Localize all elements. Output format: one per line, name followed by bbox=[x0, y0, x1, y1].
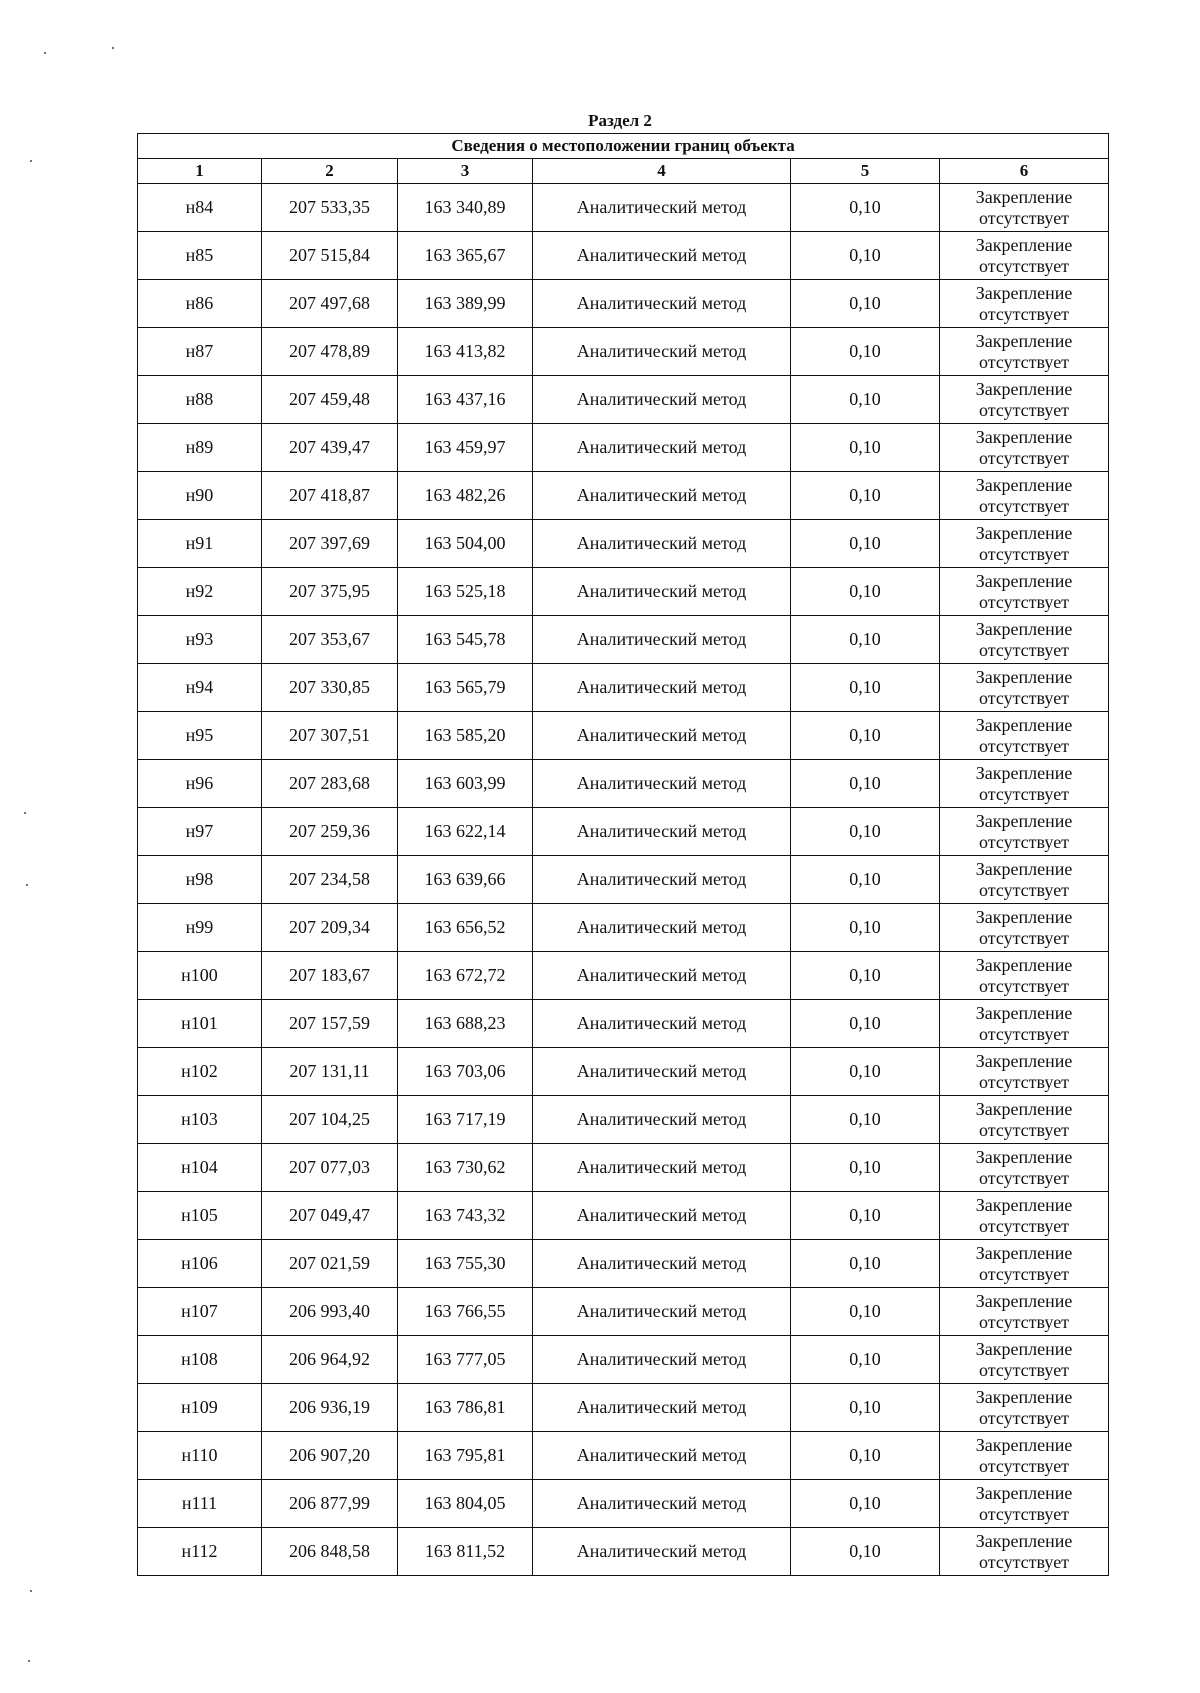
y-coordinate-cell: 163 688,23 bbox=[398, 1000, 533, 1048]
fixing-line-1: Закрепление bbox=[975, 1242, 1073, 1263]
x-coordinate-cell: 207 234,58 bbox=[262, 856, 398, 904]
fixing-cell bbox=[940, 1480, 1109, 1528]
table-row bbox=[138, 1384, 1109, 1432]
fixing-line-1: Закрепление bbox=[975, 522, 1073, 543]
fixing-line-2: отсутствует bbox=[979, 975, 1070, 996]
table-row bbox=[138, 1096, 1109, 1144]
fixing-line-2: отсутствует bbox=[979, 447, 1070, 468]
scan-speck bbox=[30, 160, 32, 162]
x-coordinate-cell: 207 209,34 bbox=[262, 904, 398, 952]
point-cell: н107 bbox=[138, 1288, 262, 1336]
y-coordinate-cell: 163 482,26 bbox=[398, 472, 533, 520]
accuracy-cell: 0,10 bbox=[791, 1240, 940, 1288]
accuracy-cell: 0,10 bbox=[791, 616, 940, 664]
scan-speck bbox=[112, 47, 114, 49]
fixing-cell bbox=[940, 328, 1109, 376]
y-coordinate-cell: 163 459,97 bbox=[398, 424, 533, 472]
accuracy-cell: 0,10 bbox=[791, 472, 940, 520]
fixing-line-1: Закрепление bbox=[975, 1050, 1073, 1071]
y-coordinate-cell: 163 743,32 bbox=[398, 1192, 533, 1240]
point-cell: н94 bbox=[138, 664, 262, 712]
method-cell: Аналитический метод bbox=[533, 328, 791, 376]
x-coordinate-cell: 206 936,19 bbox=[262, 1384, 398, 1432]
x-coordinate-cell: 207 397,69 bbox=[262, 520, 398, 568]
fixing-line-1: Закрепление bbox=[975, 1530, 1073, 1551]
fixing-cell bbox=[940, 1048, 1109, 1096]
fixing-line-2: отсутствует bbox=[979, 1311, 1070, 1332]
fixing-line-2: отсутствует bbox=[979, 831, 1070, 852]
method-cell: Аналитический метод bbox=[533, 1048, 791, 1096]
x-coordinate-cell: 207 283,68 bbox=[262, 760, 398, 808]
table-row bbox=[138, 904, 1109, 952]
accuracy-cell: 0,10 bbox=[791, 1528, 940, 1576]
table-row bbox=[138, 1144, 1109, 1192]
fixing-line-2: отсутствует bbox=[979, 1551, 1070, 1572]
fixing-line-1: Закрепление bbox=[975, 378, 1073, 399]
x-coordinate-cell: 207 533,35 bbox=[262, 184, 398, 232]
point-cell: н90 bbox=[138, 472, 262, 520]
table-row bbox=[138, 856, 1109, 904]
fixing-line-2: отсутствует bbox=[979, 591, 1070, 612]
fixing-line-1: Закрепление bbox=[975, 714, 1073, 735]
fixing-cell bbox=[940, 568, 1109, 616]
point-cell: н95 bbox=[138, 712, 262, 760]
fixing-cell bbox=[940, 1432, 1109, 1480]
x-coordinate-cell: 207 459,48 bbox=[262, 376, 398, 424]
accuracy-cell: 0,10 bbox=[791, 1144, 940, 1192]
x-coordinate-cell: 207 049,47 bbox=[262, 1192, 398, 1240]
accuracy-cell: 0,10 bbox=[791, 1192, 940, 1240]
table-row bbox=[138, 328, 1109, 376]
fixing-cell bbox=[940, 1144, 1109, 1192]
point-cell: н97 bbox=[138, 808, 262, 856]
fixing-cell bbox=[940, 424, 1109, 472]
fixing-cell bbox=[940, 856, 1109, 904]
fixing-line-2: отсутствует bbox=[979, 879, 1070, 900]
x-coordinate-cell: 207 353,67 bbox=[262, 616, 398, 664]
point-cell: н102 bbox=[138, 1048, 262, 1096]
column-number: 2 bbox=[262, 159, 398, 184]
accuracy-cell: 0,10 bbox=[791, 1480, 940, 1528]
method-cell: Аналитический метод bbox=[533, 1192, 791, 1240]
accuracy-cell: 0,10 bbox=[791, 664, 940, 712]
fixing-line-1: Закрепление bbox=[975, 954, 1073, 975]
fixing-cell bbox=[940, 376, 1109, 424]
y-coordinate-cell: 163 811,52 bbox=[398, 1528, 533, 1576]
point-cell: н112 bbox=[138, 1528, 262, 1576]
method-cell: Аналитический метод bbox=[533, 472, 791, 520]
fixing-line-2: отсутствует bbox=[979, 783, 1070, 804]
x-coordinate-cell: 207 077,03 bbox=[262, 1144, 398, 1192]
fixing-line-2: отсутствует bbox=[979, 303, 1070, 324]
column-number: 1 bbox=[138, 159, 262, 184]
fixing-line-2: отсутствует bbox=[979, 351, 1070, 372]
y-coordinate-cell: 163 413,82 bbox=[398, 328, 533, 376]
table-row bbox=[138, 1336, 1109, 1384]
fixing-line-1: Закрепление bbox=[975, 186, 1073, 207]
y-coordinate-cell: 163 622,14 bbox=[398, 808, 533, 856]
x-coordinate-cell: 207 131,11 bbox=[262, 1048, 398, 1096]
fixing-line-1: Закрепление bbox=[975, 1482, 1073, 1503]
accuracy-cell: 0,10 bbox=[791, 952, 940, 1000]
fixing-line-2: отсутствует bbox=[979, 1263, 1070, 1284]
y-coordinate-cell: 163 504,00 bbox=[398, 520, 533, 568]
point-cell: н110 bbox=[138, 1432, 262, 1480]
accuracy-cell: 0,10 bbox=[791, 712, 940, 760]
x-coordinate-cell: 206 848,58 bbox=[262, 1528, 398, 1576]
column-number: 3 bbox=[398, 159, 533, 184]
table-row bbox=[138, 1048, 1109, 1096]
boundary-coordinates-table bbox=[137, 133, 1109, 1576]
accuracy-cell: 0,10 bbox=[791, 856, 940, 904]
table-row bbox=[138, 1240, 1109, 1288]
method-cell: Аналитический метод bbox=[533, 1432, 791, 1480]
section-title: Раздел 2 bbox=[588, 111, 652, 130]
fixing-cell bbox=[940, 1336, 1109, 1384]
x-coordinate-cell: 207 183,67 bbox=[262, 952, 398, 1000]
table-row bbox=[138, 1000, 1109, 1048]
x-coordinate-cell: 207 478,89 bbox=[262, 328, 398, 376]
fixing-line-1: Закрепление bbox=[975, 906, 1073, 927]
fixing-line-2: отсутствует bbox=[979, 207, 1070, 228]
point-cell: н109 bbox=[138, 1384, 262, 1432]
fixing-line-2: отсутствует bbox=[979, 1119, 1070, 1140]
fixing-line-1: Закрепление bbox=[975, 1290, 1073, 1311]
fixing-line-1: Закрепление bbox=[975, 1434, 1073, 1455]
table-caption-row bbox=[138, 134, 1109, 159]
fixing-line-1: Закрепление bbox=[975, 426, 1073, 447]
point-cell: н106 bbox=[138, 1240, 262, 1288]
y-coordinate-cell: 163 755,30 bbox=[398, 1240, 533, 1288]
accuracy-cell: 0,10 bbox=[791, 1096, 940, 1144]
column-number-row bbox=[138, 159, 1109, 184]
accuracy-cell: 0,10 bbox=[791, 232, 940, 280]
point-cell: н85 bbox=[138, 232, 262, 280]
method-cell: Аналитический метод bbox=[533, 568, 791, 616]
x-coordinate-cell: 207 497,68 bbox=[262, 280, 398, 328]
fixing-cell bbox=[940, 280, 1109, 328]
method-cell: Аналитический метод bbox=[533, 856, 791, 904]
table-row bbox=[138, 952, 1109, 1000]
x-coordinate-cell: 206 993,40 bbox=[262, 1288, 398, 1336]
table-row bbox=[138, 1192, 1109, 1240]
method-cell: Аналитический метод bbox=[533, 1528, 791, 1576]
method-cell: Аналитический метод bbox=[533, 1384, 791, 1432]
y-coordinate-cell: 163 766,55 bbox=[398, 1288, 533, 1336]
accuracy-cell: 0,10 bbox=[791, 568, 940, 616]
y-coordinate-cell: 163 703,06 bbox=[398, 1048, 533, 1096]
fixing-line-2: отсутствует bbox=[979, 1071, 1070, 1092]
fixing-line-2: отсутствует bbox=[979, 1359, 1070, 1380]
table-row bbox=[138, 184, 1109, 232]
table-row bbox=[138, 712, 1109, 760]
x-coordinate-cell: 206 877,99 bbox=[262, 1480, 398, 1528]
accuracy-cell: 0,10 bbox=[791, 760, 940, 808]
accuracy-cell: 0,10 bbox=[791, 328, 940, 376]
fixing-cell bbox=[940, 1000, 1109, 1048]
fixing-cell bbox=[940, 232, 1109, 280]
fixing-line-1: Закрепление bbox=[975, 330, 1073, 351]
y-coordinate-cell: 163 804,05 bbox=[398, 1480, 533, 1528]
fixing-line-1: Закрепление bbox=[975, 1146, 1073, 1167]
table-row bbox=[138, 1480, 1109, 1528]
point-cell: н111 bbox=[138, 1480, 262, 1528]
fixing-cell bbox=[940, 1288, 1109, 1336]
point-cell: н87 bbox=[138, 328, 262, 376]
scan-speck bbox=[24, 812, 26, 814]
fixing-line-1: Закрепление bbox=[975, 1002, 1073, 1023]
scan-speck bbox=[28, 1660, 30, 1662]
fixing-line-2: отсутствует bbox=[979, 687, 1070, 708]
table-caption: Сведения о местоположении границ объекта bbox=[138, 134, 1109, 159]
accuracy-cell: 0,10 bbox=[791, 1384, 940, 1432]
method-cell: Аналитический метод bbox=[533, 520, 791, 568]
fixing-line-1: Закрепление bbox=[975, 810, 1073, 831]
accuracy-cell: 0,10 bbox=[791, 376, 940, 424]
method-cell: Аналитический метод bbox=[533, 1240, 791, 1288]
fixing-cell bbox=[940, 184, 1109, 232]
fixing-line-2: отсутствует bbox=[979, 543, 1070, 564]
table-row bbox=[138, 1528, 1109, 1576]
fixing-line-2: отсутствует bbox=[979, 495, 1070, 516]
y-coordinate-cell: 163 717,19 bbox=[398, 1096, 533, 1144]
fixing-cell bbox=[940, 520, 1109, 568]
accuracy-cell: 0,10 bbox=[791, 184, 940, 232]
scan-speck bbox=[30, 1590, 32, 1592]
fixing-line-2: отсутствует bbox=[979, 1023, 1070, 1044]
table-row bbox=[138, 232, 1109, 280]
accuracy-cell: 0,10 bbox=[791, 280, 940, 328]
fixing-cell bbox=[940, 664, 1109, 712]
x-coordinate-cell: 207 259,36 bbox=[262, 808, 398, 856]
fixing-line-2: отсутствует bbox=[979, 1407, 1070, 1428]
column-number: 4 bbox=[533, 159, 791, 184]
y-coordinate-cell: 163 389,99 bbox=[398, 280, 533, 328]
fixing-line-1: Закрепление bbox=[975, 618, 1073, 639]
y-coordinate-cell: 163 437,16 bbox=[398, 376, 533, 424]
table-row bbox=[138, 280, 1109, 328]
table-row bbox=[138, 1432, 1109, 1480]
fixing-line-2: отсутствует bbox=[979, 1503, 1070, 1524]
point-cell: н86 bbox=[138, 280, 262, 328]
y-coordinate-cell: 163 340,89 bbox=[398, 184, 533, 232]
method-cell: Аналитический метод bbox=[533, 760, 791, 808]
method-cell: Аналитический метод bbox=[533, 232, 791, 280]
x-coordinate-cell: 207 307,51 bbox=[262, 712, 398, 760]
y-coordinate-cell: 163 525,18 bbox=[398, 568, 533, 616]
fixing-line-1: Закрепление bbox=[975, 570, 1073, 591]
y-coordinate-cell: 163 365,67 bbox=[398, 232, 533, 280]
method-cell: Аналитический метод bbox=[533, 664, 791, 712]
fixing-line-1: Закрепление bbox=[975, 234, 1073, 255]
y-coordinate-cell: 163 656,52 bbox=[398, 904, 533, 952]
x-coordinate-cell: 207 330,85 bbox=[262, 664, 398, 712]
accuracy-cell: 0,10 bbox=[791, 1000, 940, 1048]
table-row bbox=[138, 1288, 1109, 1336]
point-cell: н89 bbox=[138, 424, 262, 472]
fixing-line-2: отсутствует bbox=[979, 639, 1070, 660]
y-coordinate-cell: 163 585,20 bbox=[398, 712, 533, 760]
method-cell: Аналитический метод bbox=[533, 376, 791, 424]
fixing-cell bbox=[940, 712, 1109, 760]
table-row bbox=[138, 472, 1109, 520]
fixing-line-1: Закрепление bbox=[975, 858, 1073, 879]
point-cell: н99 bbox=[138, 904, 262, 952]
fixing-line-2: отсутствует bbox=[979, 1167, 1070, 1188]
x-coordinate-cell: 206 907,20 bbox=[262, 1432, 398, 1480]
fixing-line-1: Закрепление bbox=[975, 1194, 1073, 1215]
accuracy-cell: 0,10 bbox=[791, 904, 940, 952]
accuracy-cell: 0,10 bbox=[791, 808, 940, 856]
table-row bbox=[138, 376, 1109, 424]
x-coordinate-cell: 207 021,59 bbox=[262, 1240, 398, 1288]
x-coordinate-cell: 207 375,95 bbox=[262, 568, 398, 616]
x-coordinate-cell: 207 439,47 bbox=[262, 424, 398, 472]
table-row bbox=[138, 424, 1109, 472]
scan-speck bbox=[26, 884, 28, 886]
y-coordinate-cell: 163 795,81 bbox=[398, 1432, 533, 1480]
table-row bbox=[138, 664, 1109, 712]
table-row bbox=[138, 520, 1109, 568]
method-cell: Аналитический метод bbox=[533, 808, 791, 856]
table-row bbox=[138, 568, 1109, 616]
fixing-cell bbox=[940, 808, 1109, 856]
fixing-cell bbox=[940, 472, 1109, 520]
point-cell: н93 bbox=[138, 616, 262, 664]
fixing-line-1: Закрепление bbox=[975, 666, 1073, 687]
fixing-cell bbox=[940, 1240, 1109, 1288]
fixing-line-1: Закрепление bbox=[975, 1386, 1073, 1407]
point-cell: н103 bbox=[138, 1096, 262, 1144]
fixing-cell bbox=[940, 1384, 1109, 1432]
y-coordinate-cell: 163 786,81 bbox=[398, 1384, 533, 1432]
table-row bbox=[138, 616, 1109, 664]
point-cell: н92 bbox=[138, 568, 262, 616]
fixing-line-2: отсутствует bbox=[979, 1215, 1070, 1236]
point-cell: н108 bbox=[138, 1336, 262, 1384]
column-number: 5 bbox=[791, 159, 940, 184]
accuracy-cell: 0,10 bbox=[791, 1288, 940, 1336]
point-cell: н88 bbox=[138, 376, 262, 424]
accuracy-cell: 0,10 bbox=[791, 520, 940, 568]
scan-speck bbox=[44, 52, 46, 54]
x-coordinate-cell: 206 964,92 bbox=[262, 1336, 398, 1384]
accuracy-cell: 0,10 bbox=[791, 424, 940, 472]
method-cell: Аналитический метод bbox=[533, 1096, 791, 1144]
accuracy-cell: 0,10 bbox=[791, 1048, 940, 1096]
method-cell: Аналитический метод bbox=[533, 712, 791, 760]
fixing-line-2: отсутствует bbox=[979, 1455, 1070, 1476]
y-coordinate-cell: 163 672,72 bbox=[398, 952, 533, 1000]
point-cell: н91 bbox=[138, 520, 262, 568]
method-cell: Аналитический метод bbox=[533, 184, 791, 232]
fixing-line-1: Закрепление bbox=[975, 1338, 1073, 1359]
method-cell: Аналитический метод bbox=[533, 424, 791, 472]
method-cell: Аналитический метод bbox=[533, 904, 791, 952]
fixing-line-1: Закрепление bbox=[975, 474, 1073, 495]
fixing-cell bbox=[940, 1096, 1109, 1144]
method-cell: Аналитический метод bbox=[533, 1336, 791, 1384]
y-coordinate-cell: 163 565,79 bbox=[398, 664, 533, 712]
fixing-line-2: отсутствует bbox=[979, 255, 1070, 276]
point-cell: н96 bbox=[138, 760, 262, 808]
fixing-cell bbox=[940, 904, 1109, 952]
x-coordinate-cell: 207 418,87 bbox=[262, 472, 398, 520]
fixing-line-2: отсутствует bbox=[979, 927, 1070, 948]
point-cell: н105 bbox=[138, 1192, 262, 1240]
x-coordinate-cell: 207 104,25 bbox=[262, 1096, 398, 1144]
fixing-line-2: отсутствует bbox=[979, 735, 1070, 756]
method-cell: Аналитический метод bbox=[533, 280, 791, 328]
table-body bbox=[138, 184, 1109, 1576]
method-cell: Аналитический метод bbox=[533, 952, 791, 1000]
x-coordinate-cell: 207 157,59 bbox=[262, 1000, 398, 1048]
column-number: 6 bbox=[940, 159, 1109, 184]
method-cell: Аналитический метод bbox=[533, 1288, 791, 1336]
point-cell: н101 bbox=[138, 1000, 262, 1048]
method-cell: Аналитический метод bbox=[533, 1480, 791, 1528]
point-cell: н98 bbox=[138, 856, 262, 904]
fixing-cell bbox=[940, 760, 1109, 808]
y-coordinate-cell: 163 639,66 bbox=[398, 856, 533, 904]
point-cell: н104 bbox=[138, 1144, 262, 1192]
fixing-line-1: Закрепление bbox=[975, 1098, 1073, 1119]
y-coordinate-cell: 163 603,99 bbox=[398, 760, 533, 808]
fixing-cell bbox=[940, 1192, 1109, 1240]
point-cell: н84 bbox=[138, 184, 262, 232]
fixing-line-1: Закрепление bbox=[975, 282, 1073, 303]
accuracy-cell: 0,10 bbox=[791, 1336, 940, 1384]
x-coordinate-cell: 207 515,84 bbox=[262, 232, 398, 280]
fixing-cell bbox=[940, 616, 1109, 664]
fixing-line-2: отсутствует bbox=[979, 399, 1070, 420]
y-coordinate-cell: 163 545,78 bbox=[398, 616, 533, 664]
table-row bbox=[138, 808, 1109, 856]
fixing-cell bbox=[940, 952, 1109, 1000]
table-row bbox=[138, 760, 1109, 808]
y-coordinate-cell: 163 730,62 bbox=[398, 1144, 533, 1192]
method-cell: Аналитический метод bbox=[533, 1000, 791, 1048]
method-cell: Аналитический метод bbox=[533, 616, 791, 664]
point-cell: н100 bbox=[138, 952, 262, 1000]
fixing-line-1: Закрепление bbox=[975, 762, 1073, 783]
fixing-cell bbox=[940, 1528, 1109, 1576]
accuracy-cell: 0,10 bbox=[791, 1432, 940, 1480]
y-coordinate-cell: 163 777,05 bbox=[398, 1336, 533, 1384]
method-cell: Аналитический метод bbox=[533, 1144, 791, 1192]
